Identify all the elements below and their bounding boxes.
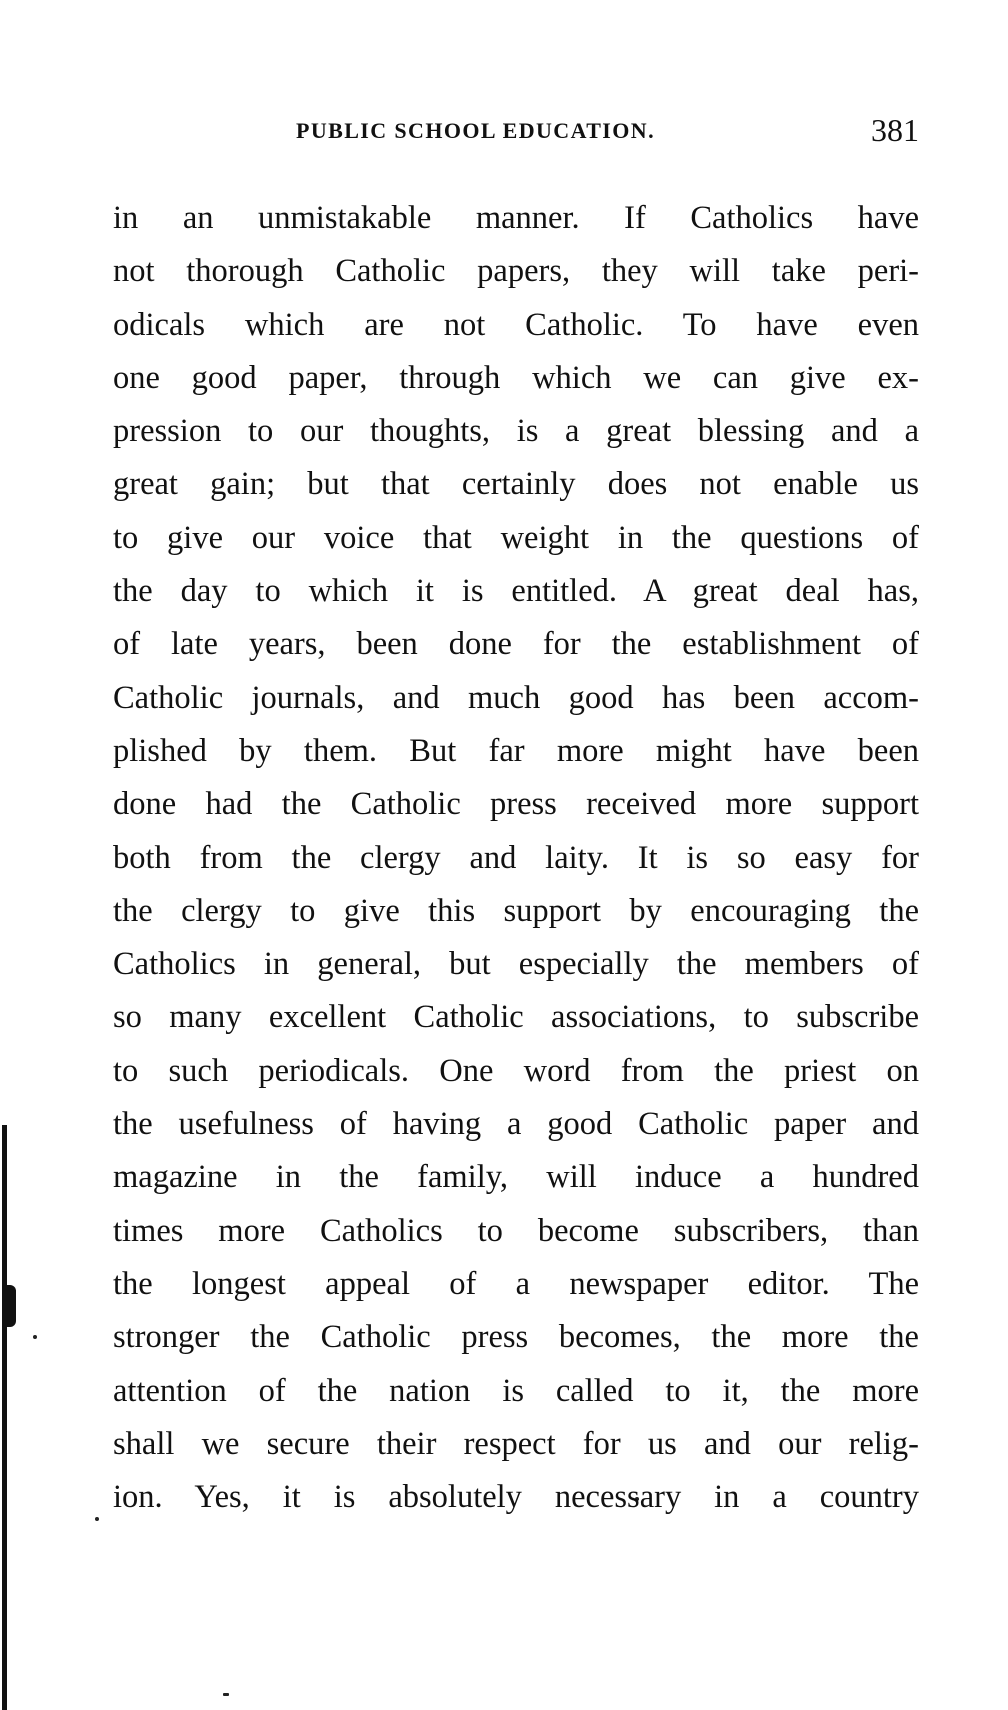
- text-line: both from the clergy and laity. It is so easy for: [113, 839, 919, 876]
- text-line: to such periodicals. One word from the priest on: [113, 1052, 919, 1089]
- text-line: odicals which are not Catholic. To have even: [113, 306, 919, 343]
- text-line: stronger the Catholic press becomes, the more the: [113, 1319, 919, 1356]
- text-line: Catholic journals, and much good has been accom-: [113, 679, 919, 716]
- running-head: [113, 112, 919, 152]
- running-title: PUBLIC SCHOOL EDUCATION.: [296, 118, 655, 143]
- print-speck: [95, 1517, 99, 1521]
- text-line: attention of the nation is called to it, the more: [113, 1372, 919, 1409]
- print-speck: [33, 1335, 37, 1339]
- text-line: to give our voice that weight in the questions of: [113, 519, 919, 556]
- text-line: so many excellent Catholic associations, to subscribe: [113, 999, 919, 1036]
- text-line: of late years, been done for the establishment of: [113, 626, 919, 663]
- text-line: the usefulness of having a good Catholic paper and: [113, 1106, 919, 1143]
- text-line: great gain; but that certainly does not enable us: [113, 466, 919, 503]
- body-text: [113, 192, 919, 1524]
- text-line: the day to which it is entitled. A great deal has,: [113, 573, 919, 610]
- binding-gutter-edge: [2, 1125, 7, 1710]
- text-line: not thorough Catholic papers, they will take peri-: [113, 253, 919, 290]
- text-line: done had the Catholic press received more support: [113, 786, 919, 823]
- print-speck: [223, 1693, 229, 1696]
- text-line: times more Catholics to become subscribers, than: [113, 1212, 919, 1249]
- text-line: the longest appeal of a newspaper editor. The: [113, 1265, 919, 1302]
- text-line: pression to our thoughts, is a great blessing and a: [113, 413, 919, 450]
- page-number: 381: [871, 112, 919, 148]
- text-line: ion. Yes, it is absolutely necessary in a country: [113, 1479, 919, 1516]
- text-line: the clergy to give this support by encouraging the: [113, 892, 919, 929]
- text-line: in an unmistakable manner. If Catholics have: [113, 200, 919, 236]
- text-line: plished by them. But far more might have been: [113, 732, 919, 769]
- text-line: magazine in the family, will induce a hundred: [113, 1159, 919, 1196]
- text-line: one good paper, through which we can give ex-: [113, 359, 919, 396]
- text-line: shall we secure their respect for us and our relig-: [113, 1425, 919, 1462]
- binding-gutter-notch: [6, 1285, 16, 1327]
- text-line: Catholics in general, but especially the members of: [113, 946, 919, 983]
